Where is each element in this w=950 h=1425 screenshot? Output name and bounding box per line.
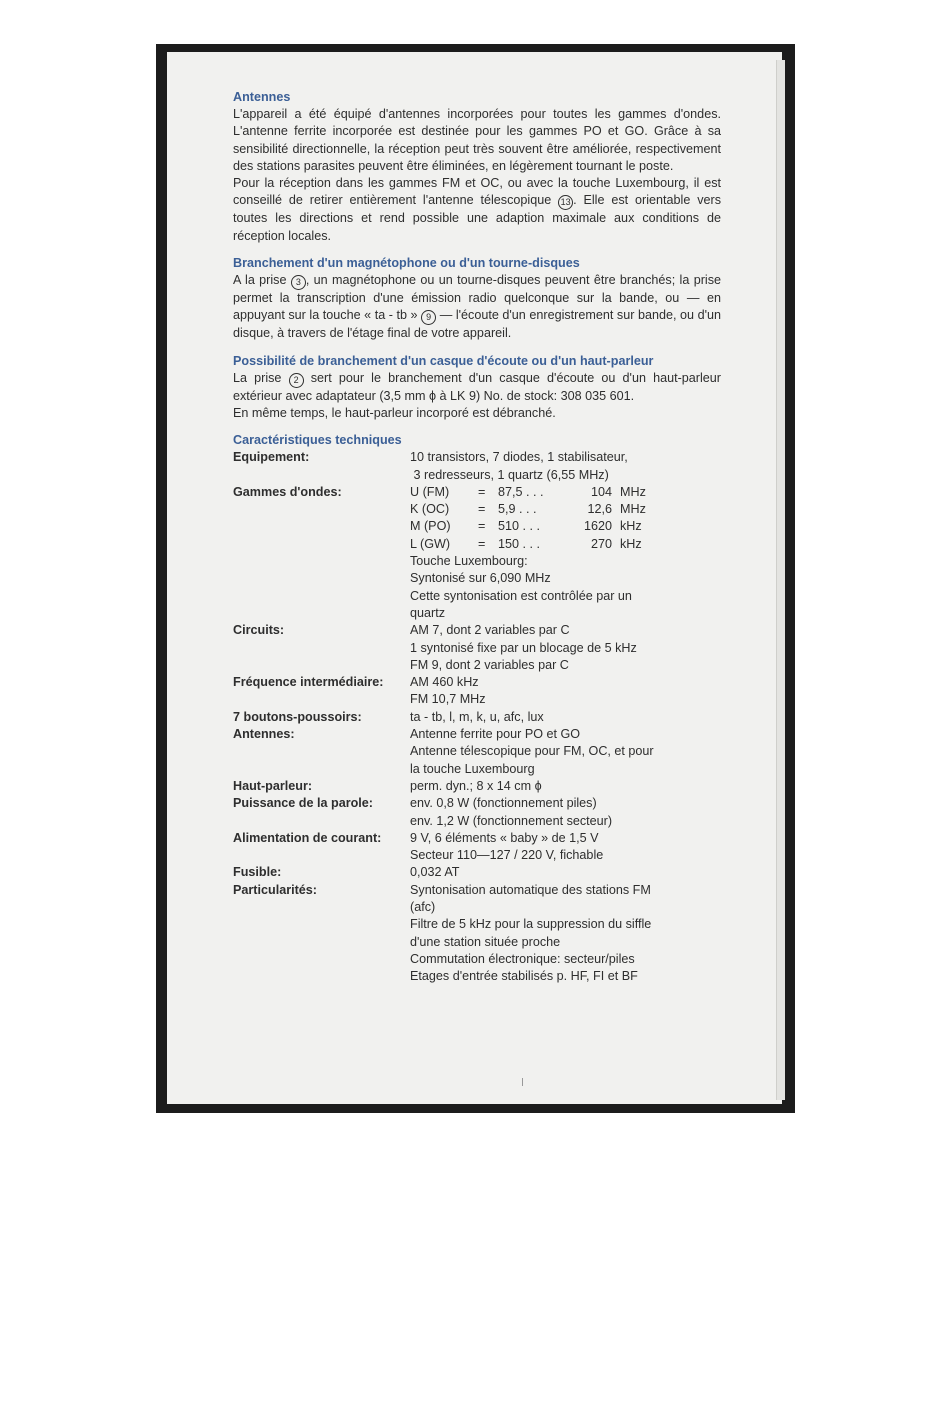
spec-row-hautparleur [233, 778, 721, 795]
spec-label: 7 boutons-poussoirs: [233, 709, 362, 724]
antennes-paragraph-2 [233, 175, 721, 245]
spec-line: ta - tb, l, m, k, u, afc, lux [410, 709, 544, 724]
spec-line: perm. dyn.; 8 x 14 cm ϕ [410, 778, 542, 793]
spec-value [410, 795, 721, 830]
spec-label: Alimentation de courant: [233, 830, 382, 845]
band-name: L (GW) [410, 536, 451, 551]
spec-label: Puissance de la parole: [233, 796, 373, 811]
section-title-branchement: Branchement d'un magnétophone ou d'un tourne-disques [233, 256, 580, 271]
ref-number-13: 13 [558, 195, 573, 210]
ref-number-3: 3 [291, 275, 306, 290]
spec-line: Syntonisé sur 6,090 MHz [410, 571, 551, 586]
spec-row-particularites [233, 882, 721, 986]
band-max: 270 [590, 536, 612, 551]
spec-row-circuits [233, 622, 721, 674]
band-unit: kHz [620, 519, 642, 534]
spec-value [410, 726, 721, 778]
band-row [410, 536, 721, 553]
section-title-casque: Possibilité de branchement d'un casque d'écoute ou d'un haut-parleur [233, 353, 654, 368]
spec-line: AM 7, dont 2 variables par C [410, 623, 570, 638]
antennes-text-a: Pour la réception dans les gammes FM et OC, ou avec la touche Luxembourg, il est conseillé de retirer entièrement l'antenne télescopique [233, 176, 721, 208]
band-unit: kHz [620, 536, 642, 551]
spec-value [410, 622, 721, 674]
print-mark [522, 1078, 523, 1086]
spec-table [233, 449, 721, 985]
branchement-text-a: A la prise [233, 273, 287, 288]
casque-paragraph-2: En même temps, le haut-parleur incorporé est débranché. [233, 405, 556, 420]
spec-line: Filtre de 5 kHz pour la suppression du siffle [410, 917, 652, 932]
branchement-text-b: , un magnétophone ou un tourne-disques peuvent être branchés; la prise permet la transcription d'une émission radio quelconque sur la bande, ou — en appuyant sur la touche « ta - tb » [233, 273, 721, 323]
spec-value [410, 449, 721, 484]
band-eq: = [478, 484, 486, 499]
branchement-text-c: — l'écoute d'un enregistrement sur bande, ou d'un disque, à travers de l'étage final de votre appareil. [233, 308, 722, 341]
band-name: K (OC) [410, 502, 450, 517]
spec-line: 0,032 AT [410, 865, 460, 880]
spec-line: Commutation électronique: secteur/piles [410, 951, 635, 966]
spec-label: Gammes d'ondes: [233, 484, 342, 499]
band-row [410, 484, 721, 501]
spec-value [410, 709, 721, 726]
sheet-fold-edge [776, 60, 785, 1100]
spec-row-boutons [233, 709, 721, 726]
spec-line: FM 9, dont 2 variables par C [410, 657, 569, 672]
spec-line: (afc) [410, 899, 436, 914]
spec-line: 10 transistors, 7 diodes, 1 stabilisateur, [410, 450, 628, 465]
band-min: 510 . . . [498, 519, 541, 534]
spec-row-fusible [233, 864, 721, 881]
spec-label: Equipement: [233, 450, 310, 465]
spec-row-equipement [233, 449, 721, 484]
spec-line: d'une station située proche [410, 934, 561, 949]
ref-number-2: 2 [289, 373, 304, 388]
spec-line: env. 0,8 W (fonctionnement piles) [410, 796, 597, 811]
band-eq: = [478, 519, 486, 534]
spec-line: Syntonisation automatique des stations FM [410, 882, 651, 897]
ref-number-9: 9 [421, 310, 436, 325]
spec-line: AM 460 kHz [410, 675, 479, 690]
band-max: 104 [590, 484, 612, 499]
spec-row-puissance [233, 795, 721, 830]
spec-line: Etages d'entrée stabilisés p. HF, FI et BF [410, 969, 638, 984]
spec-line: la touche Luxembourg [410, 761, 535, 776]
spec-line: Touche Luxembourg: [410, 554, 528, 569]
spec-line: quartz [410, 605, 446, 620]
spec-line: 1 syntonisé fixe par un blocage de 5 kHz [410, 640, 637, 655]
spec-label: Circuits: [233, 623, 285, 638]
band-name: M (PO) [410, 519, 451, 534]
spec-value [410, 830, 721, 865]
spec-line: 3 redresseurs, 1 quartz (6,55 MHz) [410, 467, 609, 482]
spec-row-frequence [233, 674, 721, 709]
band-name: U (FM) [410, 484, 450, 499]
band-unit: MHz [620, 502, 646, 517]
spec-line: Antenne télescopique pour FM, OC, et pour [410, 744, 654, 759]
spec-line: Secteur 110—127 / 220 V, fichable [410, 848, 604, 863]
spec-row-alimentation [233, 830, 721, 865]
spec-value [410, 882, 721, 986]
spec-row-antennes [233, 726, 721, 778]
antennes-text-b: . Elle est orientable vers toutes les directions et rend possible une adaption maximale aux conditions de réception locales. [233, 193, 721, 243]
band-unit: MHz [620, 484, 646, 499]
casque-text-b: sert pour le branchement d'un casque d'écoute ou d'un haut-parleur extérieur avec adaptateur (3,5 mm ϕ à LK 9) No. de stock: 308 035 601. [233, 370, 721, 403]
spec-line: Antenne ferrite pour PO et GO [410, 727, 581, 742]
spec-value [410, 674, 721, 709]
band-eq: = [478, 502, 486, 517]
band-min: 150 . . . [498, 536, 541, 551]
spec-row-gammes [233, 484, 721, 622]
band-max: 12,6 [587, 502, 612, 517]
casque-paragraph [233, 370, 721, 405]
spec-label: Antennes: [233, 727, 295, 742]
casque-text-a: La prise [233, 370, 282, 385]
spec-label: Particularités: [233, 882, 317, 897]
section-title-caracteristiques: Caractéristiques techniques [233, 433, 402, 448]
spec-line: 9 V, 6 éléments « baby » de 1,5 V [410, 830, 599, 845]
band-min: 5,9 . . . [498, 502, 537, 517]
section-title-antennes: Antennes [233, 90, 291, 104]
band-eq: = [478, 536, 486, 551]
spec-line: FM 10,7 MHz [410, 692, 486, 707]
spec-value [410, 864, 721, 881]
antennes-paragraph-1: L'appareil a été équipé d'antennes incorporées pour toutes les gammes d'ondes. L'antenne ferrite incorporée est destinée pour les gammes PO et GO. Grâce à sa sensibilité directionnelle, la réception peut très souvent être améliorée, respectivement des stations parasites peuvent être éliminées, en légèrement tournant le poste. [233, 107, 721, 173]
band-row [410, 518, 721, 535]
spec-label: Haut-parleur: [233, 778, 313, 793]
spec-value [410, 484, 721, 622]
document-content [233, 89, 721, 985]
spec-label: Fusible: [233, 865, 282, 880]
spec-line: env. 1,2 W (fonctionnement secteur) [410, 813, 613, 828]
band-max: 1620 [583, 519, 612, 534]
spec-line: Cette syntonisation est contrôlée par un [410, 588, 632, 603]
band-min: 87,5 . . . [498, 484, 544, 499]
spec-value [410, 778, 721, 795]
branchement-paragraph [233, 272, 721, 343]
band-row [410, 501, 721, 518]
spec-label: Fréquence intermédiaire: [233, 675, 384, 690]
